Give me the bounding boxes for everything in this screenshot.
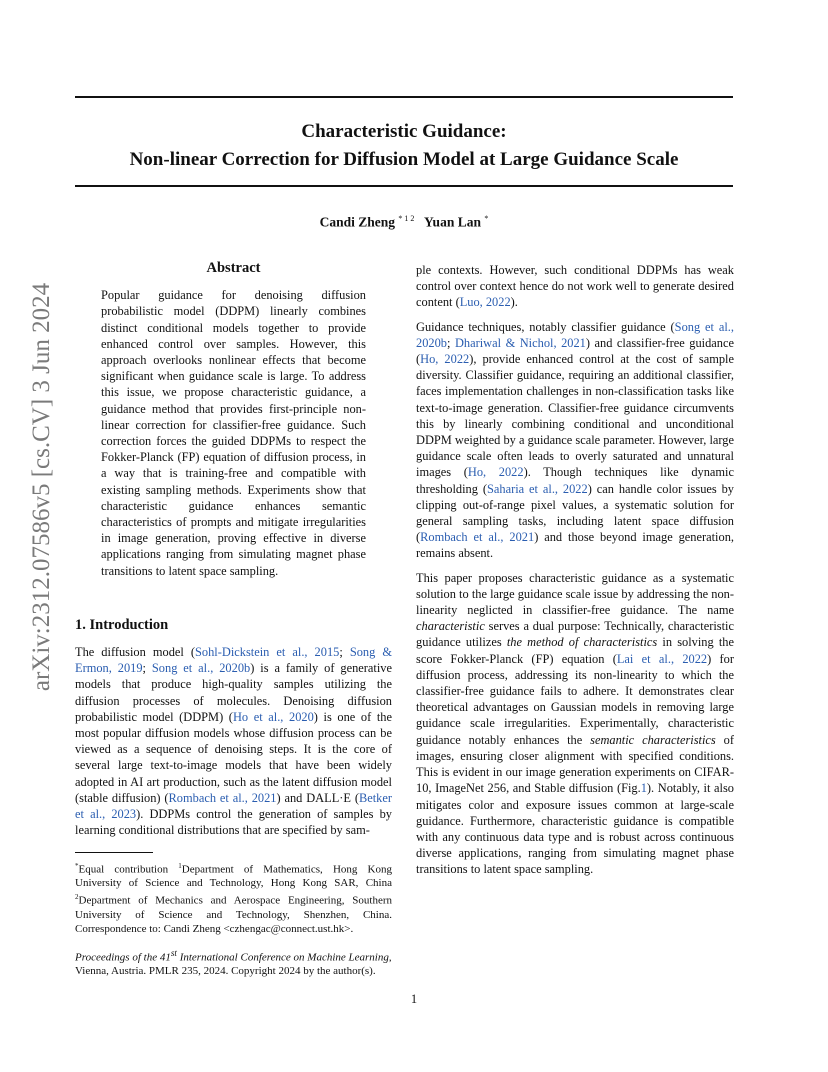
affiliation-footnote: *Equal contribution $^1$Department of Mathematics, Hong Kong University of Science and Technology, Hong Kong SAR, China $^2$Department of Mechanics and Aerospace Engineering, Southern University of Science and Technology, Shenzhen, China. Correspondence to: Candi Zheng <czhengac@connect.ust.hk>. bbox=[75, 861, 392, 935]
citation-link[interactable]: Song et al., 2020b bbox=[151, 661, 251, 676]
title-line-2: Non-linear Correction for Diffusion Model at Large Guidance Scale bbox=[129, 149, 679, 170]
abstract-heading: Abstract bbox=[206, 260, 261, 276]
footnote-divider bbox=[75, 852, 153, 853]
citation-link[interactable]: Lai et al., 2022 bbox=[616, 651, 708, 666]
body-paragraph: ple contexts. However, such conditional DDPMs has weak control over context hence do not work well to generate desired content (Luo, 2022). bbox=[416, 263, 734, 310]
citation-link[interactable]: Sohl-Dickstein et al., 2015 bbox=[195, 645, 340, 660]
citation-link[interactable]: Betker et al., 2023 bbox=[75, 790, 392, 822]
left-column bbox=[75, 260, 392, 978]
citation-link[interactable]: Dhariwal & Nichol, 2021 bbox=[454, 335, 586, 350]
citation-link[interactable]: Luo, 2022 bbox=[459, 295, 511, 310]
author-affiliation-marks: * 1 2 bbox=[398, 214, 415, 223]
author-name: Candi Zheng bbox=[319, 214, 396, 230]
title-rule-bottom bbox=[75, 185, 733, 187]
body-paragraph: Guidance techniques, notably classifier guidance (Song et al., 2020b; Dhariwal & Nichol, 2021) and classifier-free guidance (Ho, 2022), provide enhanced control at the cost of sample diversity. Classifier guidance, requiring an additional classifier, faces implementation challenges in non-classification tasks like text-to-image generation. Classifier-free guidance circumvents this by linearly combining conditional and unconditional DDPM weighted by a guidance scale parameter. However, large guidance scale often leads to overly saturated and unnatural images (Ho, 2022). Though techniques like dynamic thresholding (Saharia et al., 2022) can handle color issues by clipping out-of-range pixel values, a systematic solution for general sampling tasks, including latent space diffusion (Rombach et al., 2021) and those beyond image generation, remains absent. bbox=[416, 319, 735, 561]
author-affiliation-marks: * bbox=[484, 214, 489, 223]
right-column bbox=[416, 262, 734, 878]
introduction-paragraph: The diffusion model (Sohl-Dickstein et al., 2015; Song & Ermon, 2019; Song et al., 2020b) is a family of generative models that produce high-quality samples utilizing the diffusion processes of molecules. Denoising diffusion probabilistic model (DDPM) (Ho et al., 2020) is one of the most popular diffusion models whose diffusion process can be viewed as a sequence of denoising steps. It is the core of several large text-to-image models that have been widely adopted in AI art production, such as the latent diffusion model (stable diffusion) (Rombach et al., 2021) and DALL·E (Betker et al., 2023). DDPMs control the generation of samples by learning conditional distributions that are specified by sam- bbox=[75, 645, 393, 838]
citation-link[interactable]: Ho et al., 2020 bbox=[232, 709, 314, 724]
title-line-1: Characteristic Guidance: bbox=[301, 121, 507, 142]
page-number: 1 bbox=[410, 992, 418, 1006]
author-name: Yuan Lan bbox=[424, 214, 481, 230]
section-heading-introduction: 1. Introduction bbox=[75, 616, 169, 633]
citation-link[interactable]: Ho, 2022 bbox=[420, 352, 470, 367]
citation-link[interactable]: Song & Ermon, 2019 bbox=[75, 645, 393, 676]
citation-link[interactable]: Rombach et al., 2021 bbox=[168, 790, 277, 805]
author-list bbox=[75, 214, 733, 231]
arxiv-identifier[interactable]: arXiv:2312.07586v5 [cs.CV] 3 Jun 2024 bbox=[28, 282, 55, 692]
citation-link[interactable]: Song et al., 2020b bbox=[416, 319, 734, 350]
citation-link[interactable]: Rombach et al., 2021 bbox=[420, 530, 535, 545]
paper-title bbox=[75, 118, 733, 174]
body-paragraph: This paper proposes characteristic guidance as a systematic solution to the large guidance scale issue by addressing the non-linearity neglicted in classifier-free guidance. The name characteristic serves a dual purpose: Technically, characteristic guidance utilizes the method of characteristics in solving the score Fokker-Planck (FP) equation (Lai et al., 2022) for diffusion process, addressing its non-linearity to which the classifier-free guidance fails to adhere. It demonstrates clear theoretical advantages on Gaussian models in removing large guidance scale irregularities. Experimentally, characteristic guidance notably enhances the semantic characteristics of images, ensuring closer alignment with specified conditions. This is evident in our image generation experiments on CIFAR-10, ImageNet 256, and Stable diffusion (Fig.1). Notably, it also mitigates color and exposure issues common at large-scale guidance. Furthermore, characteristic guidance is compatible with any continuous data type and is robust across continuous diverse applications, ranging from simulating magnet phase transitions to latent space sampling. bbox=[416, 570, 734, 877]
proceedings-note: Proceedings of the 41st International Conference on Machine Learning, Vienna, Austria. PMLR 235, 2024. Copyright 2024 by the author(s). bbox=[75, 947, 392, 978]
abstract-text: Popular guidance for denoising diffusion probabilistic model (DDPM) linearly combines distinct conditional models together to provide enhanced control over samples. However, this approach overlooks nonlinear effects that become significant when guidance scale is large. To address this issue, we propose characteristic guidance, a guidance method that provides first-principle non-linear correction for classifier-free guidance. Such correction forces the guided DDPMs to respect the Fokker-Planck (FP) equation of diffusion process, in a way that is training-free and compatible with existing sampling methods. Experiments show that characteristic guidance enhances semantic characteristics of prompts and mitigate irregularities in image generation, proving effective in diverse applications ranging from simulating magnet phase transitions to latent space sampling. bbox=[101, 288, 366, 578]
citation-link[interactable]: Ho, 2022 bbox=[467, 465, 524, 480]
citation-link[interactable]: Saharia et al., 2022 bbox=[486, 481, 588, 496]
figure-reference-link[interactable]: 1 bbox=[640, 781, 647, 796]
title-rule-top bbox=[75, 96, 733, 98]
